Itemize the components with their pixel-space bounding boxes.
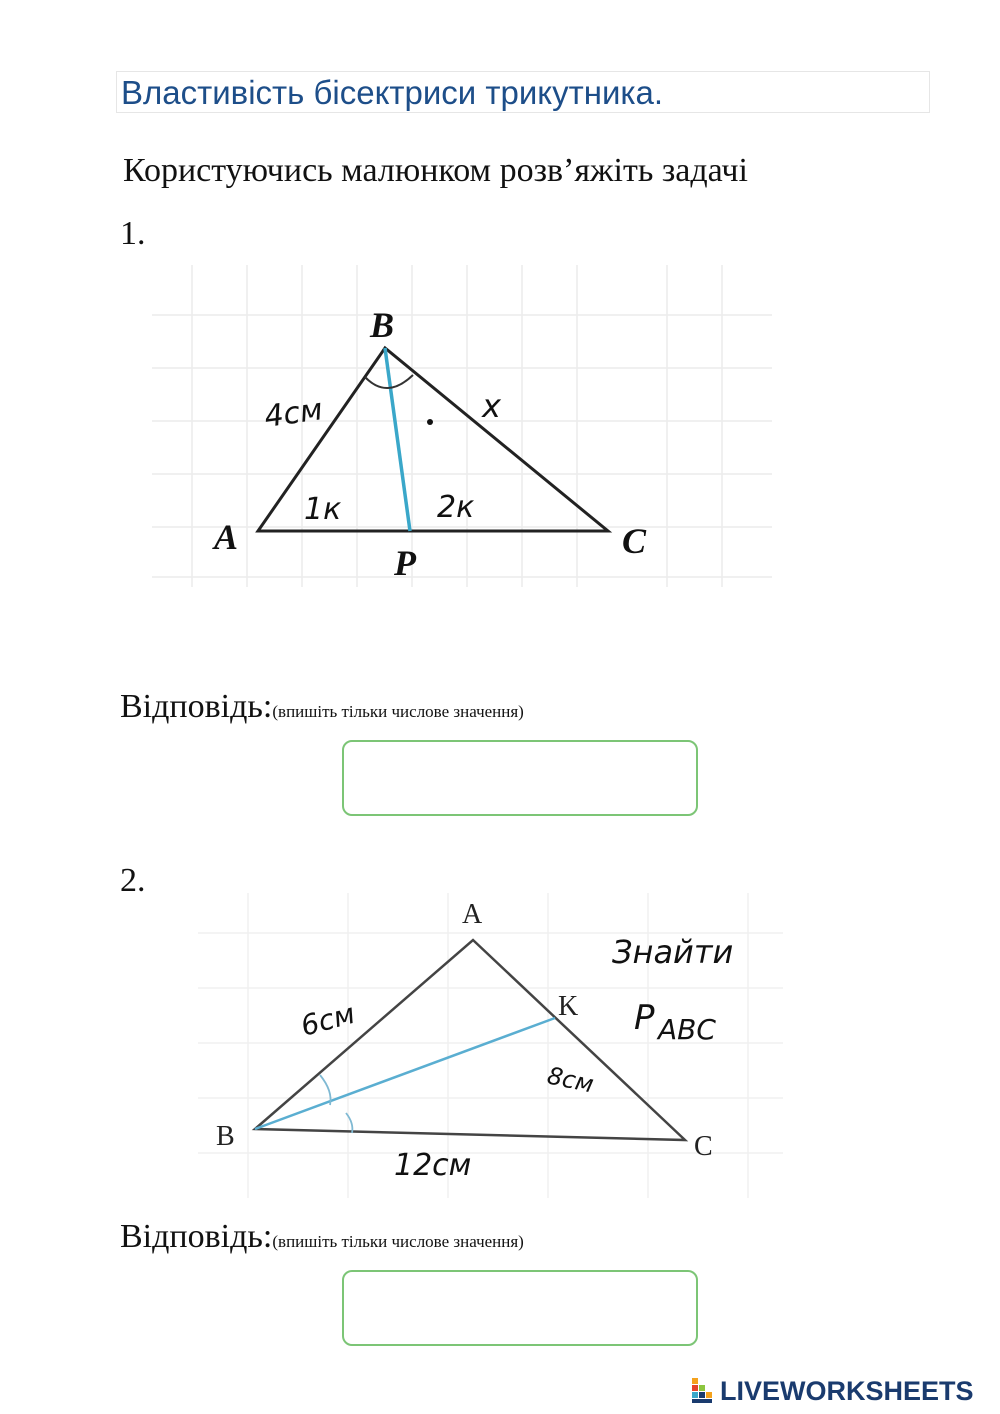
task1-vertex-a: A <box>214 517 239 557</box>
task2-angle-arc-lower <box>346 1113 352 1133</box>
task2-vertex-c: C <box>694 1131 713 1162</box>
task1-grid <box>152 265 772 587</box>
task2-vertex-b: B <box>216 1121 235 1152</box>
task2-figure <box>198 893 783 1198</box>
task2-number: 2. <box>120 862 146 899</box>
task2-bisector-bk <box>255 1018 555 1129</box>
instruction-text: Користуючись малюнком розв’яжіть задачі <box>123 152 748 189</box>
task1-label-ab: 4см <box>262 392 325 435</box>
task1-answer-label <box>120 688 524 726</box>
task2-answer-title: Відповідь: <box>120 1218 273 1255</box>
task2-label-ab: 6см <box>297 996 359 1043</box>
task2-point-k: K <box>558 991 579 1022</box>
task1-label-ap: 1к <box>304 492 342 527</box>
task1-answer-input[interactable] <box>342 740 698 816</box>
task2-note-find: Знайти <box>612 933 734 971</box>
logo-blocks-icon <box>692 1378 716 1404</box>
task1-answer-hint: (впишіть тільки числове значення) <box>272 702 524 721</box>
task1-triangle-drawing <box>152 265 772 587</box>
liveworksheets-logo[interactable] <box>692 1376 992 1406</box>
task1-vertex-b: B <box>370 305 395 345</box>
task2-answer-hint: (впишіть тільки числове значення) <box>272 1232 524 1251</box>
task1-label-bc: x <box>482 387 501 425</box>
task1-dot-mark <box>427 419 433 425</box>
task1-figure <box>152 265 772 587</box>
task2-triangle-drawing <box>198 893 783 1198</box>
task2-note-p: P <box>634 998 655 1038</box>
brand-name: LIVEWORKSHEETS <box>720 1375 974 1406</box>
task1-answer-title: Відповідь: <box>120 688 273 725</box>
task2-label-bc: 12см <box>394 1148 472 1183</box>
task2-note-abc: ABC <box>658 1013 716 1046</box>
worksheet-title: Властивість бісектриси трикутника. <box>121 74 664 111</box>
task2-answer-label <box>120 1218 524 1256</box>
title-box <box>116 71 930 113</box>
task2-answer-input[interactable] <box>342 1270 698 1346</box>
task1-number: 1. <box>120 215 146 252</box>
task2-vertex-a: A <box>462 899 483 930</box>
task1-bisector-bp <box>385 348 410 531</box>
task1-point-p: P <box>394 543 416 583</box>
task1-label-pc: 2к <box>437 490 475 525</box>
task1-vertex-c: C <box>622 521 647 561</box>
task2-label-kc: 8см <box>544 1061 597 1099</box>
